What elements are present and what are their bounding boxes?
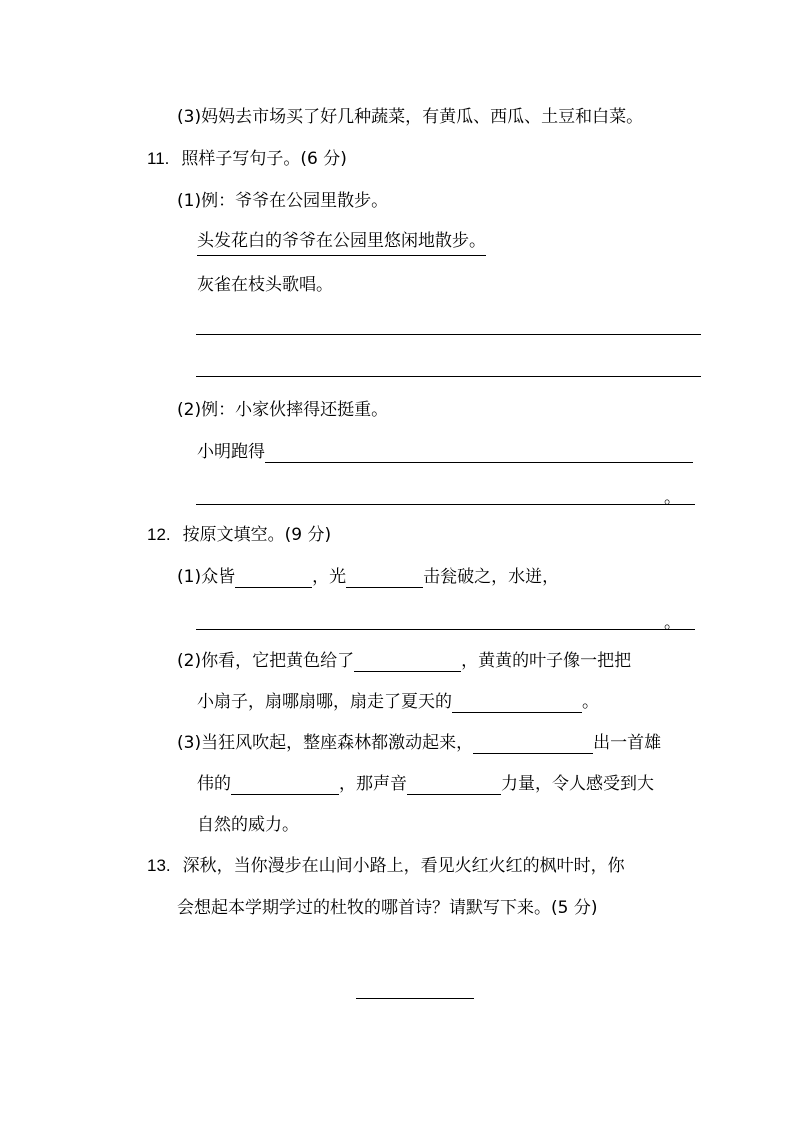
- q13-line-2: 会想起本学期学过的杜牧的哪首诗？请默写下来。(5 分): [177, 898, 598, 918]
- q12-blank-2b[interactable]: [452, 693, 582, 713]
- q11-blank-2a[interactable]: [265, 443, 693, 463]
- q12-blank-2a[interactable]: [354, 652, 461, 672]
- q13-line-1: 13. 深秋，当你漫步在山间小路上，看见火红火红的枫叶时，你: [147, 853, 625, 879]
- q11-example-1: (1)例：爷爷在公园里散步。: [177, 191, 389, 211]
- q12-item-1: (1)众皆 ，光 击瓮破之，水迸，: [177, 567, 560, 587]
- q12-heading: [147, 522, 331, 548]
- q11-line-2b: 。: [196, 481, 695, 507]
- q12-item-2: (2)你看，它把黄色给了 ，黄黄的叶子像一把把: [177, 651, 632, 671]
- q12-blank-1b[interactable]: [346, 568, 423, 588]
- q11-example-2: (2)例：小家伙摔得还挺重。: [177, 400, 389, 420]
- q12-blank-3a[interactable]: [473, 734, 593, 754]
- q12-item-2-cont: 小扇子，扇哪扇哪，扇走了夏天的 。: [197, 692, 599, 712]
- q11-answer-line-2[interactable]: [196, 376, 701, 377]
- q12-blank-1a[interactable]: [235, 568, 312, 588]
- q12-title: 按原文填空。(9 分): [182, 525, 332, 545]
- q12-blank-3b[interactable]: [231, 775, 339, 795]
- q11-number: 11.: [147, 149, 170, 168]
- end-separator-line: [356, 998, 474, 999]
- q11-prompt-2: 小明跑得: [197, 439, 693, 465]
- q12-item-3-cont: 伟的 ，那声音 力量，令人感受到大: [197, 774, 654, 794]
- q12-blank-1c[interactable]: [196, 610, 658, 630]
- q11-heading: [147, 146, 347, 172]
- q13-number: 13.: [147, 856, 171, 875]
- q11-example-1-answer: 头发花白的爷爷在公园里悠闲地散步。: [197, 230, 486, 256]
- q11-blank-2b[interactable]: [196, 485, 658, 505]
- q10-item-3: (3)妈妈去市场买了好几种蔬菜，有黄瓜、西瓜、土豆和白菜。: [177, 107, 644, 127]
- q12-blank-3c[interactable]: [407, 775, 501, 795]
- q12-item-1-line: 。: [196, 606, 695, 632]
- q11-prompt-1: 灰雀在枝头歌唱。: [197, 275, 333, 295]
- q12-number: 12.: [147, 525, 171, 544]
- q12-item-3: (3)当狂风吹起，整座森林都激动起来， 出一首雄: [177, 733, 662, 753]
- q12-item-3-end: 自然的威力。: [197, 815, 299, 835]
- q11-answer-line-1[interactable]: [196, 334, 701, 335]
- q11-title: 照样子写句子。(6 分): [181, 149, 347, 169]
